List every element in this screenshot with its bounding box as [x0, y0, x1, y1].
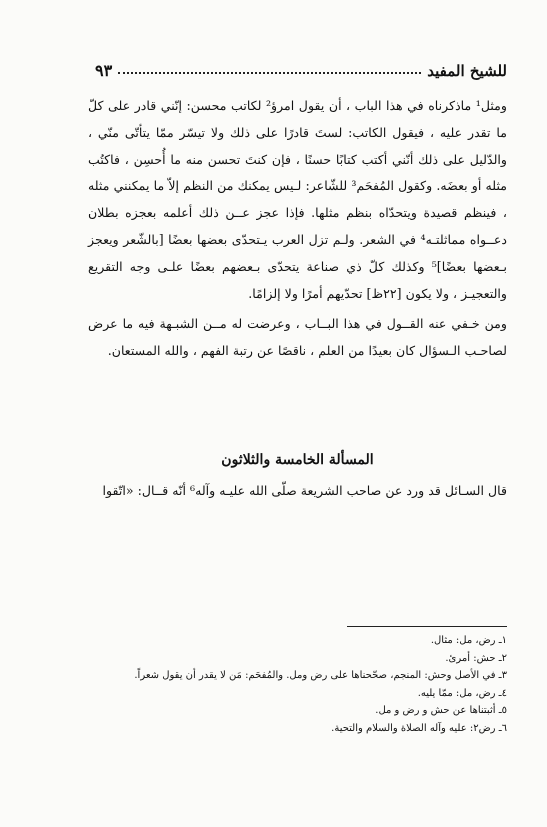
- running-title: للشيخ المفيد: [427, 62, 507, 80]
- running-header: [95, 52, 507, 80]
- section-heading: المسألة الخامسة والثلاثون: [221, 452, 374, 468]
- footnote: ٤ـ رض، مل: ممّا يليه.: [417, 687, 507, 699]
- main-text: [88, 93, 507, 365]
- footnotes: [88, 632, 507, 738]
- footnote-divider: [347, 626, 507, 627]
- page-number: ٩٣: [95, 61, 113, 80]
- footnote: ٣ـ في الأصل وحش: المنجم، صحّحناها على رض ومل. والمُفحَم: مَن لا يقدر أن يقول شعراً.: [134, 670, 507, 682]
- dotted-leader: [118, 72, 421, 74]
- footnote: ١ـ رض، مل: مثال.: [430, 635, 507, 646]
- footnote: ٥ـ أثبتناها عن حش و رض و مل.: [375, 705, 507, 717]
- paragraph: ومن خـفي عنه القــول في هذا البــاب ، وعرضت له مــن الشبـهة فيه ما عرض لصاحـب الـسؤال كان بعيدًا من العلم ، ناقصًا عن رتبة الفهم ، والله المستعان.: [88, 316, 507, 359]
- footnote: ٢ـ حش: أمرئ.: [445, 652, 507, 664]
- section-first-line: قال السـائل قد ورد عن صاحب الشريعة صلّى الله عليـه وآله⁶ أنّه قــال: «اتّقوا: [102, 483, 507, 498]
- paragraph: ومثل¹ ماذكرناه في هذا الباب ، أن يقول امرؤ² لكاتب محسن: إنّني قادر على كلّ ما تقدر عليه ، فيقول الكاتب: لستَ قادرًا على ذلك ولا تيسّر ممّا يتأتّى منّي ، والدّليل على ذلك أنّني أكتب كتابًا حسنًا ، فإن كنتَ تحسن منه ما أُحسِن ، فاكتُب مثله أو بعضَه. وكقول المُفحَم³ للشّاعر: لـيس يمكنك من النظم إلاّ ما يمكنني مثله ، فينظم قصيدة ويتحدّاه بنظم مثلها. فإذا عجز عــن ذلك أعلمه بعجزه بطلان دعــواه مماثلتـه⁴ في الشعر. ولـم تزل العرب يـتحدّى بعضها بعضًا [بالشّعر ويعجز بـعضها بعضًا]⁵ وكذلك كلّ ذي صناعة يتحدّى بـعضهم بعضًا علـى وجه التقريع والتعجيـز ، ولا يكون [٢٢ظ] تحدّيهم أمرًا ولا إلزامًا.: [88, 98, 508, 301]
- footnote: ٦ـ رض٢: عليه وآله الصلاة والسلام والتحية.: [331, 722, 507, 734]
